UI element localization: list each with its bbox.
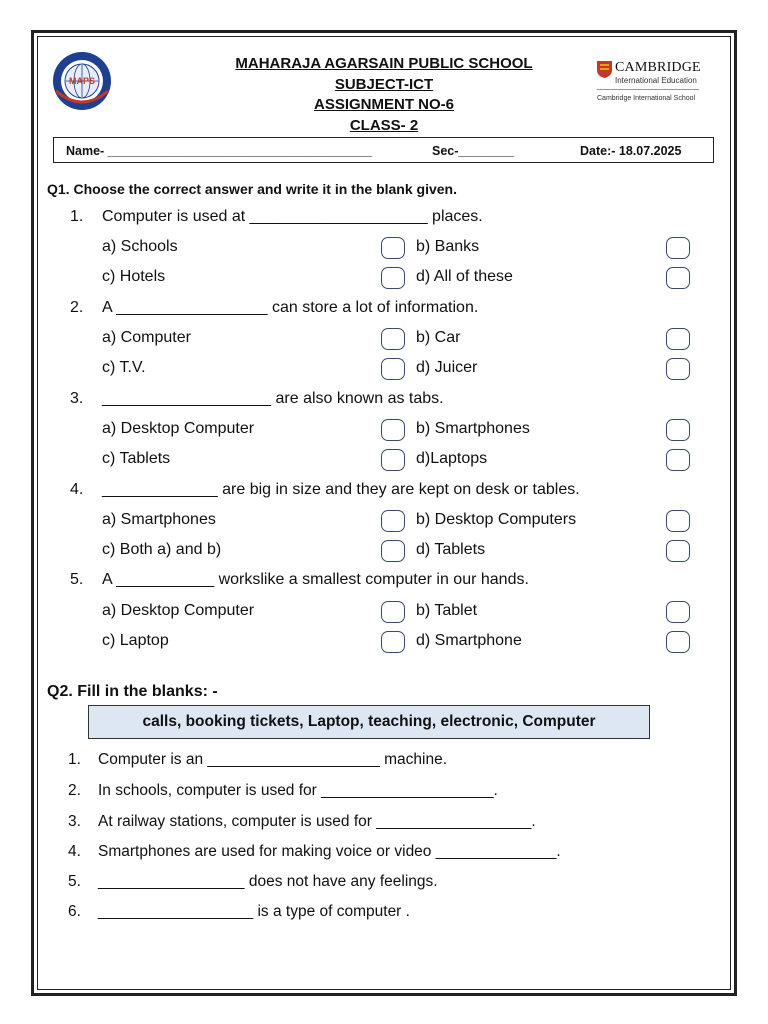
question-text: A ___________ workslike a smallest computer in our hands.	[102, 571, 529, 588]
option-c: c) Both a) and b)	[102, 541, 222, 558]
school-name: MAHARAJA AGARSAIN PUBLIC SCHOOL	[235, 55, 533, 72]
answer-checkbox[interactable]	[666, 358, 690, 380]
question-text: ___________________ are also known as tabs.	[102, 390, 444, 407]
option-a: a) Smartphones	[102, 511, 216, 528]
section-field[interactable]: Sec-________	[432, 144, 515, 158]
blank-number: 4.	[68, 843, 81, 860]
answer-checkbox[interactable]	[381, 328, 405, 350]
option-a: a) Schools	[102, 238, 178, 255]
blank-number: 6.	[68, 903, 81, 920]
option-c: c) Hotels	[102, 268, 166, 285]
question-number: 4.	[70, 481, 84, 498]
logo-text: MAPS	[68, 76, 96, 86]
option-a: a) Desktop Computer	[102, 420, 255, 437]
q2-heading: Q2. Fill in the blanks: -	[47, 683, 218, 700]
answer-checkbox[interactable]	[666, 328, 690, 350]
answer-checkbox[interactable]	[666, 510, 690, 532]
name-field[interactable]: Name- ______________________________________	[66, 144, 372, 158]
answer-checkbox[interactable]	[381, 540, 405, 562]
option-d: d) Juicer	[416, 359, 478, 376]
word-bank: calls, booking tickets, Laptop, teaching, electronic, Computer	[88, 705, 650, 739]
cambridge-name: CAMBRIDGE	[615, 60, 701, 75]
question-number: 2.	[70, 299, 84, 316]
cambridge-school: Cambridge International School	[597, 95, 696, 102]
option-a: a) Desktop Computer	[102, 602, 255, 619]
question-number: 3.	[70, 390, 84, 407]
answer-checkbox[interactable]	[666, 449, 690, 471]
divider	[597, 89, 699, 90]
option-b: b) Banks	[416, 238, 480, 255]
question-text: A _________________ can store a lot of information.	[102, 299, 479, 316]
option-d: d) All of these	[416, 268, 513, 285]
class-title: CLASS- 2	[349, 117, 419, 134]
option-b: b) Smartphones	[416, 420, 530, 437]
question-text: Computer is used at ____________________ places.	[102, 208, 483, 225]
answer-checkbox[interactable]	[381, 631, 405, 653]
option-b: b) Desktop Computers	[416, 511, 577, 528]
option-d: d)Laptops	[416, 450, 488, 467]
option-b: b) Tablet	[416, 602, 478, 619]
option-c: c) Laptop	[102, 632, 169, 649]
answer-checkbox[interactable]	[666, 601, 690, 623]
answer-checkbox[interactable]	[381, 358, 405, 380]
answer-checkbox[interactable]	[381, 601, 405, 623]
cambridge-subtitle: International Education	[615, 76, 697, 85]
answer-checkbox[interactable]	[381, 510, 405, 532]
blank-number: 5.	[68, 873, 81, 890]
option-c: c) Tablets	[102, 450, 171, 467]
option-a: a) Computer	[102, 329, 191, 346]
answer-checkbox[interactable]	[381, 237, 405, 259]
blank-sentence: __________________ is a type of computer .	[98, 903, 410, 920]
blank-sentence: _________________ does not have any feelings.	[98, 873, 438, 890]
answer-checkbox[interactable]	[381, 419, 405, 441]
blank-sentence: At railway stations, computer is used for __________________.	[98, 813, 536, 830]
option-d: d) Tablets	[416, 541, 486, 558]
student-info-box	[53, 137, 714, 163]
blank-number: 1.	[68, 751, 81, 768]
option-d: d) Smartphone	[416, 632, 522, 649]
answer-checkbox[interactable]	[666, 419, 690, 441]
assignment-title: ASSIGNMENT NO-6	[313, 96, 454, 113]
date-label: Date:- 18.07.2025	[580, 144, 682, 158]
option-c: c) T.V.	[102, 359, 146, 376]
answer-checkbox[interactable]	[381, 267, 405, 289]
blank-sentence: Computer is an ____________________ machine.	[98, 751, 448, 768]
option-b: b) Car	[416, 329, 461, 346]
blank-sentence: Smartphones are used for making voice or video ______________.	[98, 843, 561, 860]
answer-checkbox[interactable]	[666, 631, 690, 653]
answer-checkbox[interactable]	[666, 540, 690, 562]
answer-checkbox[interactable]	[381, 449, 405, 471]
subject-title: SUBJECT-ICT	[334, 76, 434, 93]
cambridge-shield-icon	[597, 61, 612, 78]
question-number: 1.	[70, 208, 84, 225]
question-text: _____________ are big in size and they are kept on desk or tables.	[102, 481, 580, 498]
q1-heading: Q1. Choose the correct answer and write it in the blank given.	[47, 181, 457, 197]
answer-checkbox[interactable]	[666, 267, 690, 289]
answer-checkbox[interactable]	[666, 237, 690, 259]
question-number: 5.	[70, 571, 84, 588]
blank-sentence: In schools, computer is used for ____________________.	[98, 782, 498, 799]
blank-number: 2.	[68, 782, 81, 799]
blank-number: 3.	[68, 813, 81, 830]
